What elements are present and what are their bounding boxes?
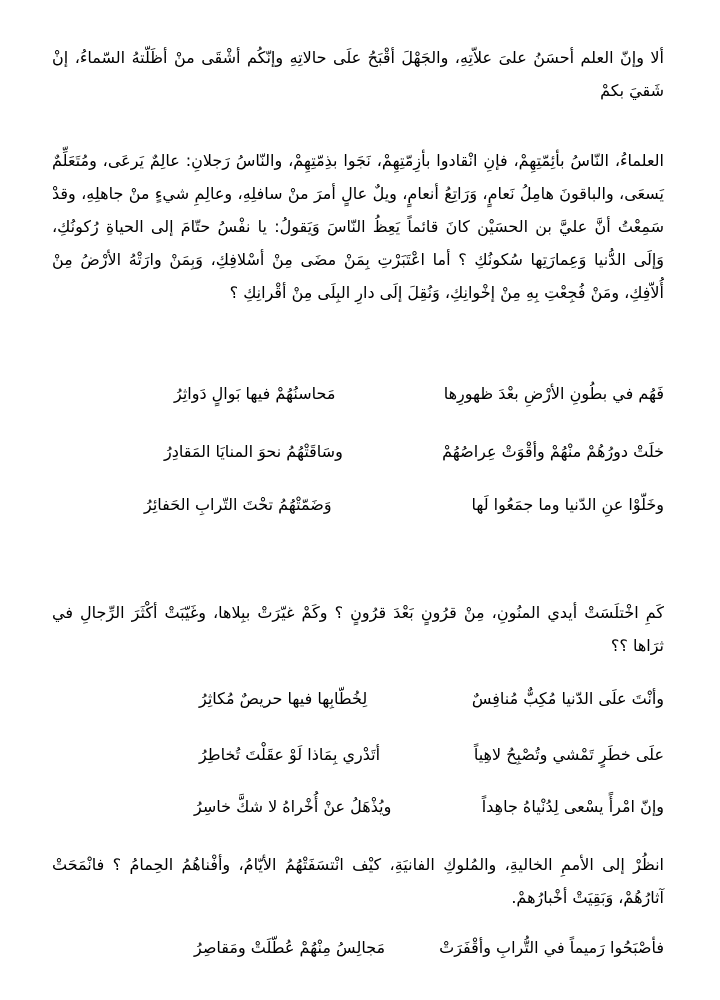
paragraph-2: العلماءُ، النّاسُ بأئِمّتِهِمْ، فإنِ انْقادوا بأزِمّتِهِمْ، نَجَوا بذِمّتِهِمْ، والنّاسُ رَجلانِ: عالِمٌ يَرعَى، ومُتَعَلِّمٌ يَسعَى، والباقونَ هامِلُ نَعامٍ، وَرَاتِعُ أنعامٍ، ويلٌ عالٍ أمرَ منْ سافلِهِ، وعالِمِ شيءٍ منْ جاهلِهِ، وقدْ سَمِعْتُ أنَّ عليَّ بن الحسَيْن كانَ قائماً يَعِظُ النّاسَ وَيَقولُ: يا نفْسُ حتّامَ إلى الحياةِ رُكونُكِ، وَإلَى الدُّنيا وَعِمارَتِها سُكونُكِ ؟ أما اعْتَبَرْتِ بِمَنْ مضَى مِنْ أسْلافِكِ، وَبِمَنْ وارَتْهُ الأرْضُ مِنْ أُلاّفِكِ، ومَنْ فُجِعْتِ بِهِ مِنْ إخْوانِكِ، وَنُقِلَ إلَى دارِ البِلَى مِنْ أقْرانِكِ ؟ bbox=[52, 151, 664, 302]
verse-3-second-hemistich: وَضَمّتْهُمُ تحْتَ التّرابِ الحَفائِرُ bbox=[144, 495, 332, 514]
verse-3-first-hemistich: وخَلّوْا عنِ الدّنيا وما جمَعُوا لَها bbox=[471, 495, 664, 514]
verse-7-second-hemistich: مَجالِسُ مِنْهُمْ عُطّلَتْ ومَقاصِرُ bbox=[194, 938, 386, 957]
verse-1-first-hemistich: فَهُم في بطُونِ الأرْضِ بعْدَ ظهورِها bbox=[443, 384, 664, 403]
paragraph-3: كَمِ اخْتلَسَتْ أيدي المنُونِ، مِنْ قرُونٍ بَعْدَ قرُونٍ ؟ وكَمْ غيّرَتْ ببِلاها، وغَيّبَتْ أكْثَرَ الرِّجالِ في ثرَاها ؟؟ bbox=[52, 603, 664, 655]
verse-1-second-hemistich: مَحاسنُهُمْ فيها بَوالٍ دَواثِرُ bbox=[174, 384, 336, 403]
verse-5-second-hemistich: أتَدْري بِمَاذا لَوْ عقَلْتَ تُخاطِرُ bbox=[199, 745, 381, 764]
verse-6-first-hemistich: وإنّ امْرأً يسْعى لِدُنْياهُ جاهِداً bbox=[481, 797, 664, 816]
verse-6-second-hemistich: ويُذْهَلُ عنْ أُخْراهُ لا شكَّ خاسِرُ bbox=[194, 797, 392, 816]
verse-4-first-hemistich: وأنْتَ علَى الدّنيا مُكِبٌّ مُنافِسٌ bbox=[471, 689, 664, 708]
verse-7-first-hemistich: فأصْبَحُوا رَميماً في التُّرابِ وأقْفَرَتْ bbox=[439, 938, 664, 957]
verse-4-second-hemistich: لِخُطّابِها فيها حريصٌ مُكاثِرُ bbox=[199, 689, 368, 708]
verse-5-first-hemistich: علَى خطَرٍ تَمْشي وتُصْبِحُ لاهِياً bbox=[473, 745, 664, 764]
verse-2-second-hemistich: وسَاقَتْهُمُ نحوَ المنايَا المَقادِرُ bbox=[164, 442, 343, 461]
paragraph-1: ألا وإنّ العلم أحسَنُ علىَ علاّتِهِ، والجَهْلَ أقْبَحُ علَى حالاتِهِ وإنّكُم أشْقَى منْ أظَلّتهُ السّماءُ، إنْ شَقيَ بكمْ bbox=[52, 48, 664, 100]
paragraph-4: انظُرْ إلى الأممِ الخاليةِ، والمُلوكِ الفانيَةِ، كيْف انْتسَفَتْهُمُ الأيّامُ، وأفْناهُمُ الحِمامُ ؟ فانْمَحَتْ آثارُهُمْ، وَبَقِيَتْ أخْبارُهمْ. bbox=[52, 855, 664, 907]
verse-2-first-hemistich: خلَتْ دورُهُمْ منْهُمْ وأقْوَتْ عِراصُهُمْ bbox=[442, 442, 664, 461]
